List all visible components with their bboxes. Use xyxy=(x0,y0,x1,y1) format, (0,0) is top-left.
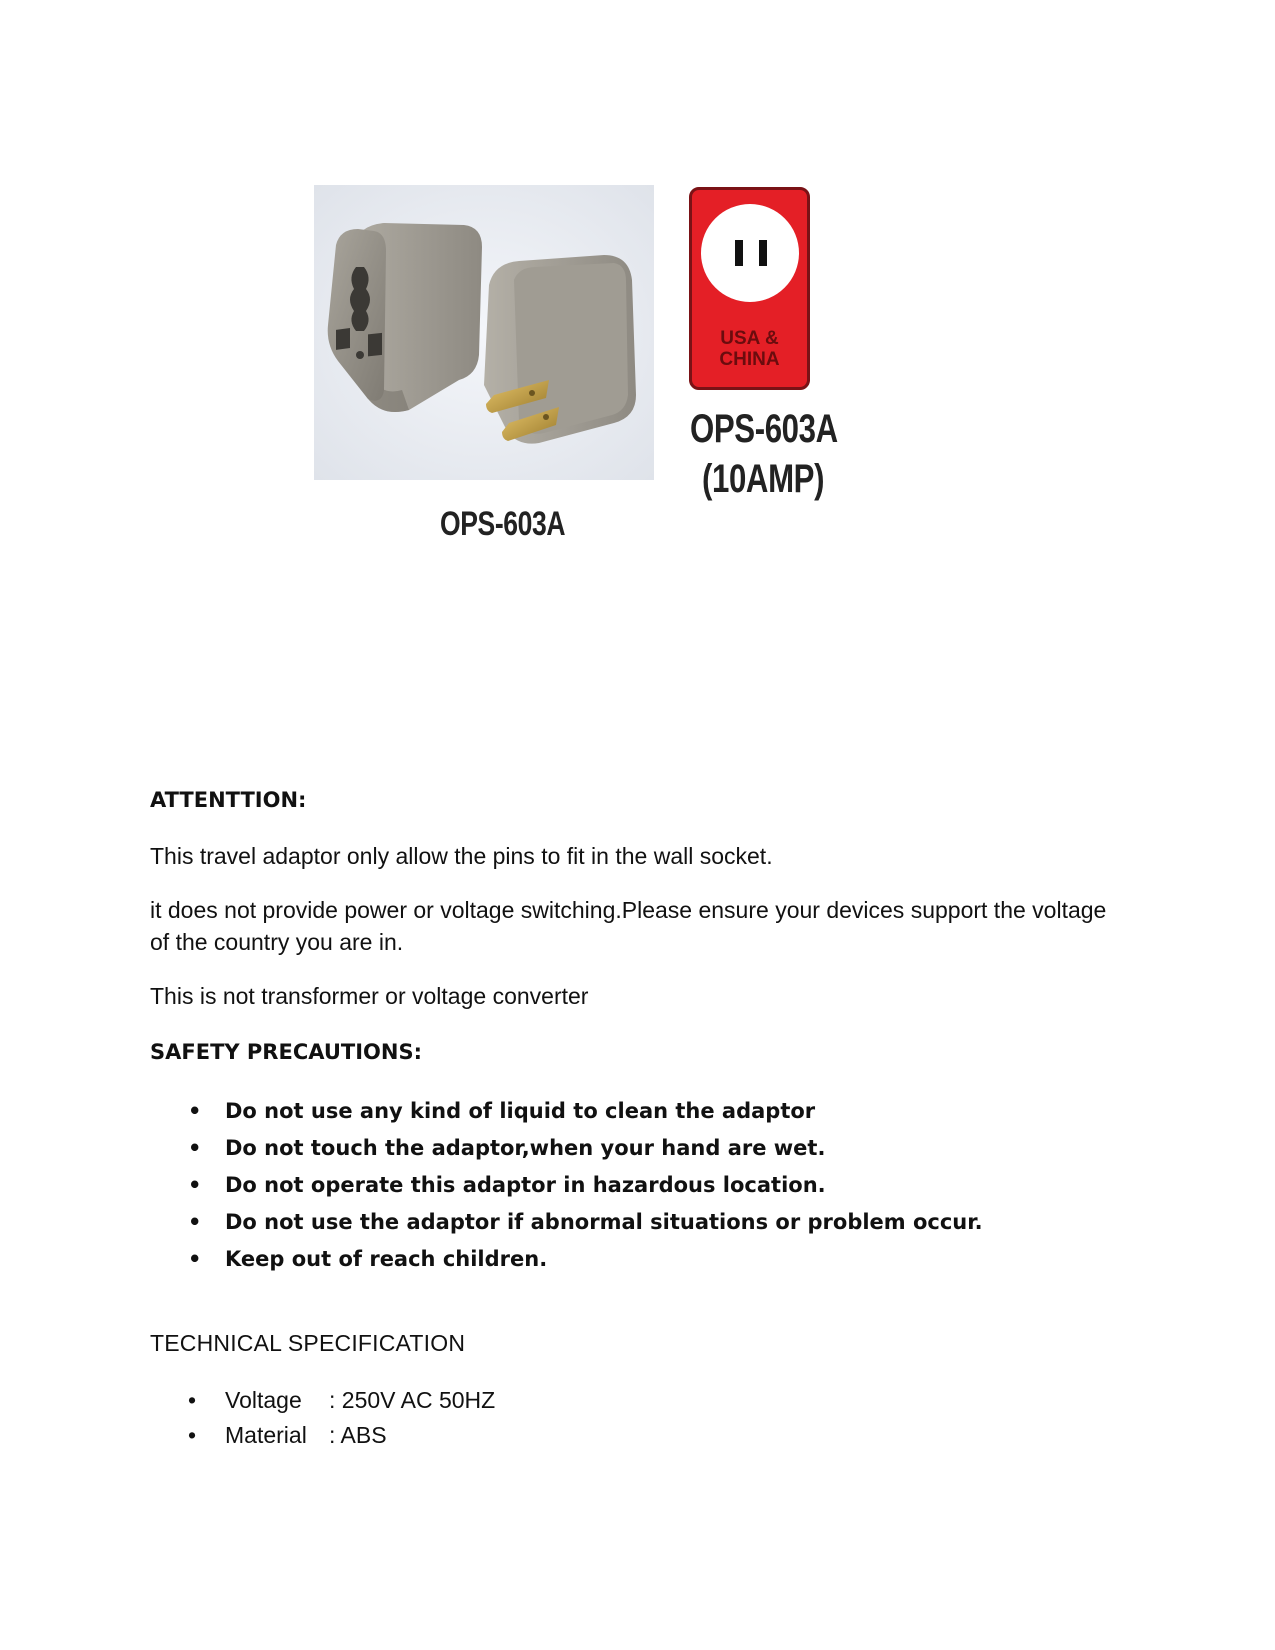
plug-adaptor xyxy=(484,255,636,444)
bullet-icon: • xyxy=(188,1247,202,1271)
spec-list xyxy=(150,1385,850,1455)
bullet-icon: • xyxy=(188,1173,202,1197)
list-item xyxy=(150,1133,1150,1170)
safety-item-text: Do not use the adaptor if abnormal situations or problem occur. xyxy=(225,1210,983,1234)
technical-spec-heading: TECHNICAL SPECIFICATION xyxy=(150,1330,466,1356)
attention-paragraph: This is not transformer or voltage converter xyxy=(150,983,589,1009)
bullet-icon: • xyxy=(188,1099,202,1123)
spec-value: : 250V AC 50HZ xyxy=(329,1387,496,1413)
list-item xyxy=(150,1385,850,1420)
spec-key: Voltage xyxy=(225,1387,302,1413)
socket-slot-left xyxy=(735,240,743,266)
safety-list xyxy=(150,1096,1150,1281)
spec-key: Material xyxy=(225,1422,307,1448)
list-item xyxy=(150,1170,1150,1207)
badge-rating-label: (10AMP) xyxy=(702,457,825,501)
safety-item-text: Do not use any kind of liquid to clean the adaptor xyxy=(225,1099,816,1123)
list-item xyxy=(150,1207,1150,1244)
adaptor-product-photo xyxy=(314,185,654,480)
list-item xyxy=(150,1244,1150,1281)
photo-model-caption: OPS-603A xyxy=(440,505,566,543)
two-pin-socket-icon xyxy=(701,204,799,302)
attention-heading: ATTENTTION: xyxy=(150,788,307,812)
bullet-icon: • xyxy=(188,1210,202,1234)
safety-item-text: Do not operate this adaptor in hazardous location. xyxy=(225,1173,826,1197)
safety-item-text: Do not touch the adaptor,when your hand are wet. xyxy=(225,1136,826,1160)
attention-paragraph: This travel adaptor only allow the pins to fit in the wall socket. xyxy=(150,843,773,869)
bullet-icon: • xyxy=(188,1422,197,1448)
list-item xyxy=(150,1420,850,1455)
socket-slot-right xyxy=(759,240,767,266)
socket-type-badge xyxy=(689,187,810,390)
badge-region-label: USA & CHINA xyxy=(719,328,780,370)
bullet-icon: • xyxy=(188,1136,202,1160)
spec-value: : ABS xyxy=(329,1422,387,1448)
list-item xyxy=(150,1096,1150,1133)
attention-paragraph: it does not provide power or voltage switching.Please ensure your devices support the voltage of the country you are in. xyxy=(150,897,1107,955)
bullet-icon: • xyxy=(188,1387,197,1413)
safety-item-text: Keep out of reach children. xyxy=(225,1247,548,1271)
safety-heading: SAFETY PRECAUTIONS: xyxy=(150,1040,422,1064)
badge-model-label: OPS-603A xyxy=(690,407,838,451)
